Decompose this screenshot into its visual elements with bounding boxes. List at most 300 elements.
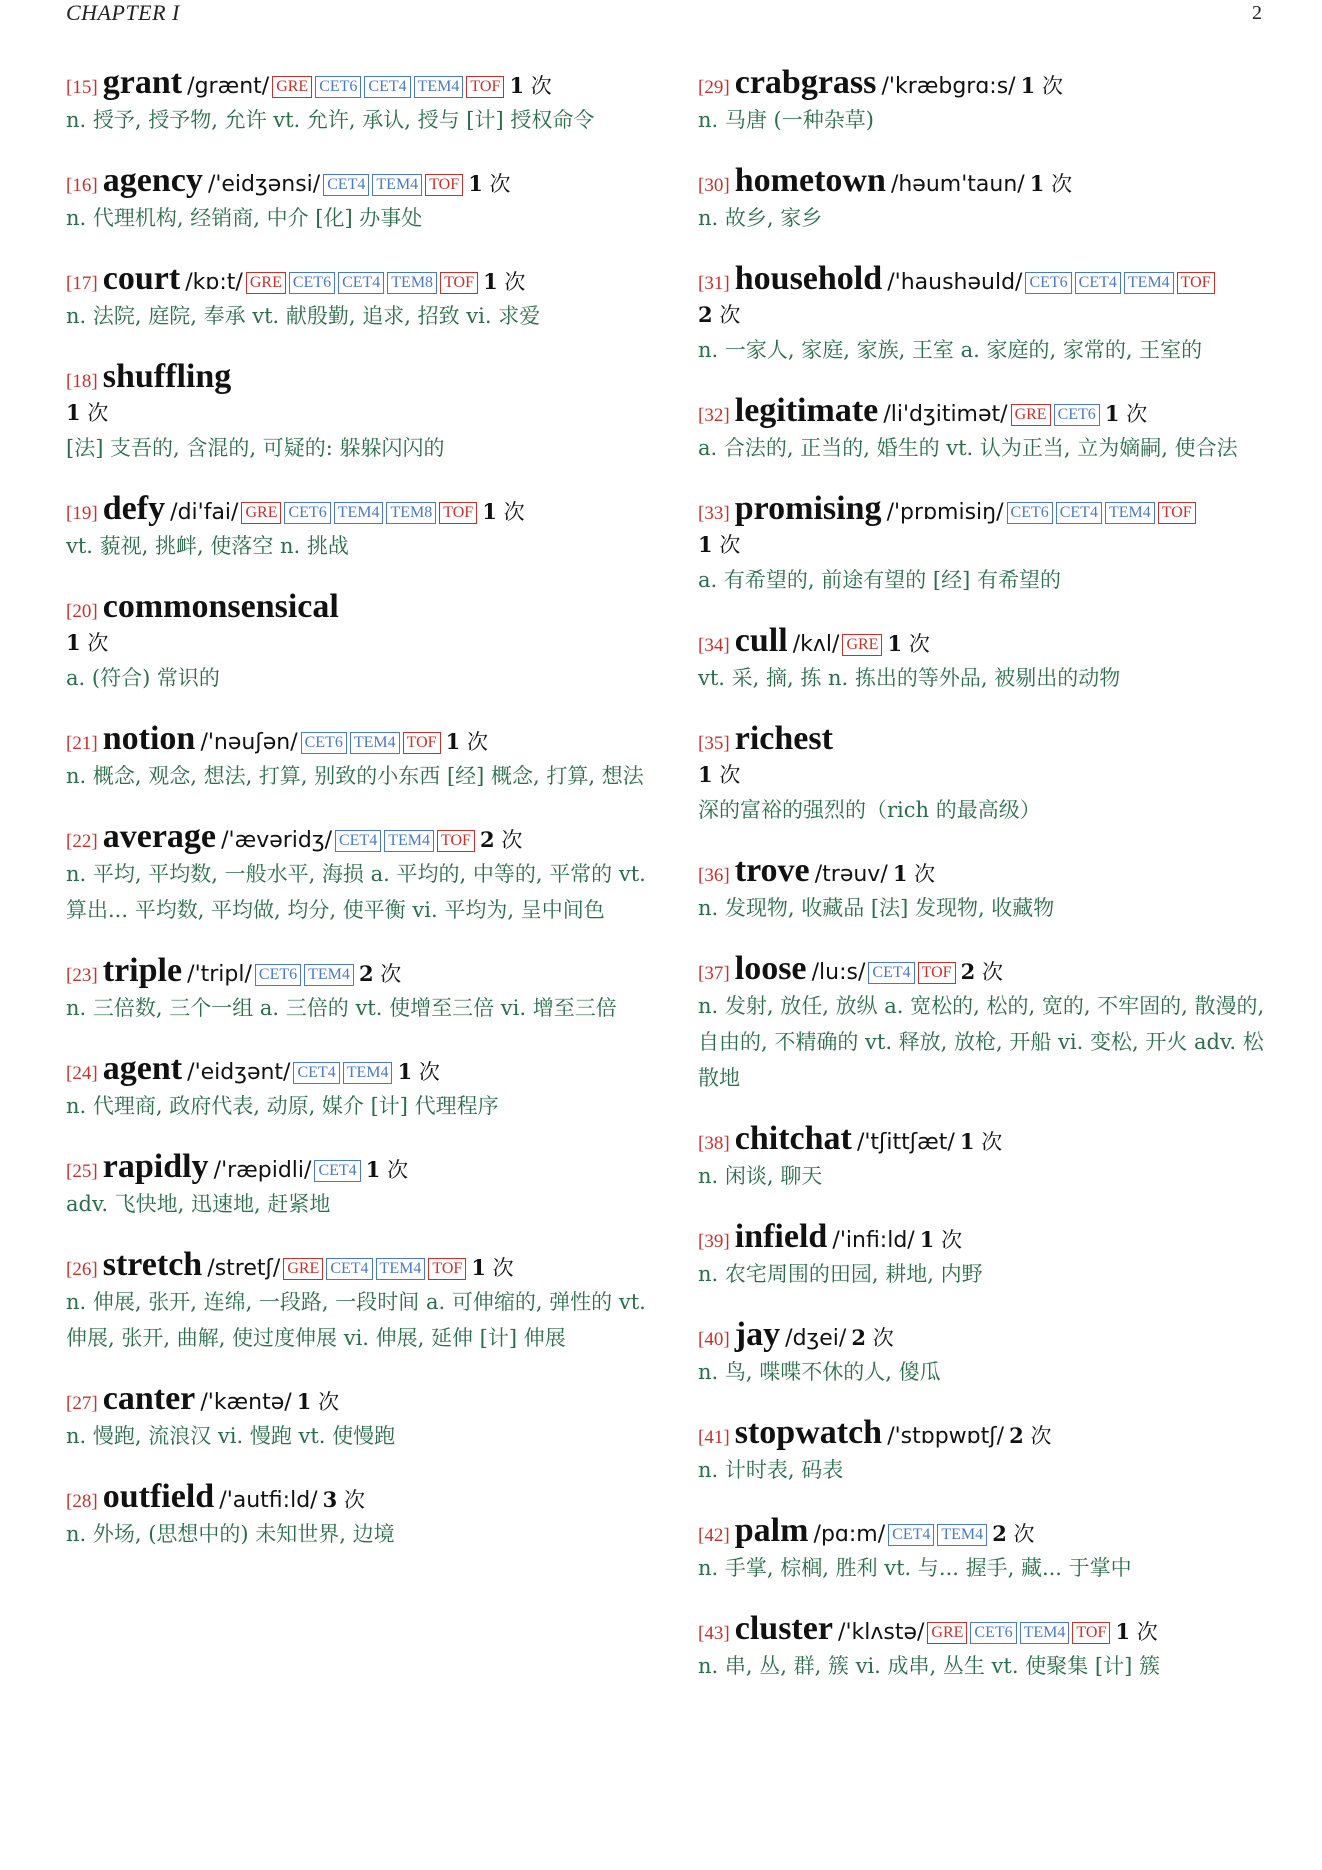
exam-tag: GRE bbox=[246, 272, 286, 294]
exam-tag: CET6 bbox=[1054, 404, 1100, 426]
count-number: 3 bbox=[322, 1487, 338, 1512]
count-number: 1 bbox=[919, 1227, 935, 1252]
occurrence-count bbox=[482, 500, 524, 524]
exam-tag: TOF bbox=[437, 830, 475, 852]
entry-header bbox=[66, 162, 651, 200]
entry-word: canter bbox=[102, 1380, 196, 1417]
occurrence-count bbox=[920, 1228, 962, 1252]
vocab-entry bbox=[66, 64, 651, 138]
occurrence-count bbox=[698, 303, 740, 327]
vocab-entry bbox=[698, 64, 1268, 138]
entry-pronunciation: /pɑ:m/ bbox=[813, 1522, 886, 1547]
entry-word: triple bbox=[102, 952, 183, 989]
entry-header bbox=[698, 490, 1268, 528]
entry-index: [37] bbox=[698, 963, 730, 984]
exam-tag: CET4 bbox=[338, 272, 384, 294]
exam-tag: GRE bbox=[1011, 404, 1051, 426]
count-number: 1 bbox=[892, 861, 908, 886]
entry-definition: n. 伸展, 张开, 连绵, 一段路, 一段时间 a. 可伸缩的, 弹性的 vt. 伸展, 张开, 曲解, 使过度伸展 vi. 伸展, 延伸 [计] 伸展 bbox=[66, 1290, 646, 1350]
exam-tag: GRE bbox=[842, 634, 882, 656]
entry-word: cluster bbox=[734, 1610, 833, 1647]
count-unit: 次 bbox=[87, 401, 109, 425]
count-unit: 次 bbox=[1013, 1522, 1035, 1546]
count-number: 1 bbox=[482, 499, 497, 524]
entry-pronunciation: /'eidʒənsi/ bbox=[207, 172, 321, 197]
vocab-entry bbox=[698, 1316, 1268, 1390]
entry-index: [19] bbox=[66, 503, 98, 524]
page-number: 2 bbox=[1252, 2, 1262, 24]
count-unit: 次 bbox=[872, 1326, 894, 1350]
count-number: 1 bbox=[471, 1255, 486, 1280]
entry-index: [18] bbox=[66, 371, 98, 392]
entry-pronunciation: /'stɒpwɒtʃ/ bbox=[887, 1424, 1005, 1449]
entry-word: richest bbox=[734, 720, 833, 757]
entry-index: [28] bbox=[66, 1491, 98, 1512]
exam-tag: CET6 bbox=[289, 272, 335, 294]
count-number: 1 bbox=[1104, 401, 1120, 426]
entry-word: court bbox=[102, 260, 181, 297]
exam-tag: TOF bbox=[466, 76, 504, 98]
occurrence-count bbox=[698, 763, 740, 787]
occurrence-count bbox=[446, 730, 488, 754]
count-unit: 次 bbox=[1030, 1424, 1052, 1448]
entry-definition: 深的富裕的强烈的（rich 的最高级） bbox=[698, 798, 1041, 822]
entry-header bbox=[698, 1120, 1268, 1158]
exam-tag: CET4 bbox=[868, 962, 914, 984]
entry-definition: n. 代理机构, 经销商, 中介 [化] 办事处 bbox=[66, 206, 423, 230]
vocab-entry bbox=[698, 490, 1268, 598]
count-unit: 次 bbox=[1126, 402, 1148, 426]
entry-word: agent bbox=[102, 1050, 183, 1087]
entry-pronunciation: /li'dʒitimət/ bbox=[883, 402, 1008, 427]
entry-pronunciation: /'kæntə/ bbox=[200, 1390, 292, 1415]
count-number: 1 bbox=[509, 73, 525, 98]
count-unit: 次 bbox=[503, 500, 525, 524]
page-header bbox=[66, 0, 1262, 26]
entry-pronunciation: /'klʌstə/ bbox=[838, 1620, 925, 1645]
entry-header bbox=[66, 720, 651, 758]
count-line bbox=[66, 396, 651, 430]
entry-definition: adv. 飞快地, 迅速地, 赶紧地 bbox=[66, 1192, 331, 1216]
entry-index: [34] bbox=[698, 635, 730, 656]
entry-index: [17] bbox=[66, 273, 98, 294]
entry-pronunciation: /kʌl/ bbox=[792, 632, 840, 657]
vocab-entry bbox=[698, 1218, 1268, 1292]
count-line bbox=[698, 298, 1268, 332]
entry-word: defy bbox=[102, 490, 166, 527]
entry-definition: n. 发射, 放任, 放纵 a. 宽松的, 松的, 宽的, 不牢固的, 散漫的, 自由的, 不精确的 vt. 释放, 放枪, 开船 vi. 变松, 开火 adv. 松散地 bbox=[698, 994, 1265, 1090]
count-unit: 次 bbox=[87, 631, 109, 655]
entry-definition: n. 鸟, 喋喋不休的人, 傻瓜 bbox=[698, 1360, 941, 1384]
left-column bbox=[66, 64, 651, 1576]
occurrence-count bbox=[1030, 172, 1072, 196]
exam-tag: CET4 bbox=[314, 1160, 360, 1182]
entry-header bbox=[66, 358, 651, 396]
vocab-entry bbox=[698, 852, 1268, 926]
entry-header bbox=[698, 1610, 1268, 1648]
count-unit: 次 bbox=[719, 533, 741, 557]
entry-header bbox=[66, 64, 651, 102]
entry-definition: n. 马唐 (一种杂草) bbox=[698, 108, 874, 132]
exam-tag: CET4 bbox=[1056, 502, 1102, 524]
occurrence-count bbox=[323, 1488, 365, 1512]
count-unit: 次 bbox=[908, 632, 930, 656]
count-number: 2 bbox=[992, 1521, 1007, 1546]
exam-tag: TEM8 bbox=[387, 272, 437, 294]
exam-tag: TOF bbox=[440, 272, 478, 294]
entry-definition: n. 发现物, 收藏品 [法] 发现物, 收藏物 bbox=[698, 896, 1055, 920]
vocab-entry bbox=[66, 260, 651, 334]
count-unit: 次 bbox=[466, 730, 488, 754]
entry-pronunciation: /kɒ:t/ bbox=[185, 270, 243, 295]
entry-definition: n. 闲谈, 聊天 bbox=[698, 1164, 823, 1188]
count-number: 1 bbox=[959, 1129, 975, 1154]
entry-definition: n. 外场, (思想中的) 未知世界, 边境 bbox=[66, 1522, 395, 1546]
count-line bbox=[66, 626, 651, 660]
entry-header bbox=[698, 64, 1268, 102]
entry-definition: vt. 藐视, 挑衅, 使落空 n. 挑战 bbox=[66, 534, 349, 558]
count-number: 2 bbox=[1009, 1423, 1024, 1448]
exam-tag: TEM4 bbox=[376, 1258, 426, 1280]
count-number: 1 bbox=[66, 630, 81, 655]
exam-tag: TEM8 bbox=[386, 502, 436, 524]
entry-header bbox=[698, 852, 1268, 890]
count-number: 2 bbox=[851, 1325, 867, 1350]
exam-tag: TOF bbox=[425, 174, 463, 196]
exam-tag: CET4 bbox=[1075, 272, 1121, 294]
occurrence-count bbox=[1115, 1620, 1157, 1644]
occurrence-count bbox=[961, 960, 1003, 984]
entry-pronunciation: /'prɒmisiŋ/ bbox=[886, 500, 1004, 525]
entry-header bbox=[66, 588, 651, 626]
count-number: 1 bbox=[1020, 73, 1036, 98]
entry-word: outfield bbox=[102, 1478, 215, 1515]
entry-index: [25] bbox=[66, 1161, 98, 1182]
entry-index: [33] bbox=[698, 503, 730, 524]
count-number: 1 bbox=[698, 532, 713, 557]
entry-pronunciation: /'tripl/ bbox=[187, 962, 252, 987]
entry-index: [30] bbox=[698, 175, 730, 196]
occurrence-count bbox=[66, 401, 108, 425]
entry-header bbox=[66, 818, 651, 856]
vocab-entry bbox=[66, 162, 651, 236]
exam-tag: TEM4 bbox=[937, 1524, 987, 1546]
entry-definition: a. 合法的, 正当的, 婚生的 vt. 认为正当, 立为嫡嗣, 使合法 bbox=[698, 436, 1238, 460]
entry-pronunciation: /'nəuʃən/ bbox=[200, 730, 298, 755]
entry-definition: n. 一家人, 家庭, 家族, 王室 a. 家庭的, 家常的, 王室的 bbox=[698, 338, 1203, 362]
entry-word: legitimate bbox=[734, 392, 879, 429]
entry-header bbox=[698, 1512, 1268, 1550]
entry-word: rapidly bbox=[102, 1148, 209, 1185]
count-number: 1 bbox=[296, 1389, 312, 1414]
entry-word: stretch bbox=[102, 1246, 203, 1283]
entry-header bbox=[698, 260, 1268, 298]
exam-tag: CET6 bbox=[315, 76, 361, 98]
entry-index: [21] bbox=[66, 733, 98, 754]
count-unit: 次 bbox=[981, 1130, 1003, 1154]
occurrence-count bbox=[398, 1060, 440, 1084]
entry-word: agency bbox=[102, 162, 203, 199]
right-column bbox=[698, 64, 1268, 1708]
entry-pronunciation: /trəuv/ bbox=[814, 862, 888, 887]
entry-word: palm bbox=[734, 1512, 809, 1549]
entry-definition: a. 有希望的, 前途有望的 [经] 有希望的 bbox=[698, 568, 1061, 592]
count-unit: 次 bbox=[501, 828, 523, 852]
exam-tag: CET4 bbox=[335, 830, 381, 852]
exam-tag: TOF bbox=[918, 962, 956, 984]
entry-header bbox=[66, 1478, 651, 1516]
occurrence-count bbox=[468, 172, 510, 196]
chapter-title: CHAPTER I bbox=[66, 0, 180, 25]
entry-word: infield bbox=[734, 1218, 828, 1255]
exam-tag: TOF bbox=[403, 732, 441, 754]
vocab-entry bbox=[66, 818, 651, 928]
count-unit: 次 bbox=[489, 172, 511, 196]
occurrence-count bbox=[297, 1390, 339, 1414]
entry-index: [40] bbox=[698, 1329, 730, 1350]
vocab-entry bbox=[66, 588, 651, 696]
entry-header bbox=[698, 720, 1268, 758]
count-number: 1 bbox=[66, 400, 81, 425]
entry-pronunciation: /'autfi:ld/ bbox=[219, 1488, 318, 1513]
vocab-entry bbox=[698, 720, 1268, 828]
entry-header bbox=[698, 1316, 1268, 1354]
entry-pronunciation: /dʒei/ bbox=[785, 1326, 847, 1351]
count-number: 1 bbox=[468, 171, 483, 196]
exam-tag: TEM4 bbox=[350, 732, 400, 754]
count-unit: 次 bbox=[914, 862, 936, 886]
entry-header bbox=[698, 950, 1268, 988]
vocab-entry bbox=[66, 952, 651, 1026]
exam-tag: TEM4 bbox=[384, 830, 434, 852]
entry-word: chitchat bbox=[734, 1120, 852, 1157]
entry-index: [22] bbox=[66, 831, 98, 852]
occurrence-count bbox=[1105, 402, 1147, 426]
occurrence-count bbox=[698, 533, 740, 557]
entry-pronunciation: /lu:s/ bbox=[811, 960, 866, 985]
entry-word: average bbox=[102, 818, 217, 855]
entry-header bbox=[698, 1414, 1268, 1452]
entry-index: [31] bbox=[698, 273, 730, 294]
entry-index: [32] bbox=[698, 405, 730, 426]
entry-definition: n. 农宅周围的田园, 耕地, 内野 bbox=[698, 1262, 983, 1286]
count-unit: 次 bbox=[981, 960, 1003, 984]
entry-definition: n. 慢跑, 流浪汉 vi. 慢跑 vt. 使慢跑 bbox=[66, 1424, 396, 1448]
exam-tag: TEM4 bbox=[1124, 272, 1174, 294]
entry-index: [26] bbox=[66, 1259, 98, 1280]
occurrence-count bbox=[66, 631, 108, 655]
entry-header bbox=[66, 260, 651, 298]
entry-header bbox=[698, 1218, 1268, 1256]
vocab-entry bbox=[66, 1050, 651, 1124]
occurrence-count bbox=[471, 1256, 513, 1280]
entry-word: commonsensical bbox=[102, 588, 339, 625]
vocab-entry bbox=[66, 1148, 651, 1222]
count-unit: 次 bbox=[1051, 172, 1073, 196]
entry-word: loose bbox=[734, 950, 807, 987]
entry-definition: n. 平均, 平均数, 一般水平, 海损 a. 平均的, 中等的, 平常的 vt. 算出... 平均数, 平均做, 均分, 使平衡 vi. 平均为, 呈中间色 bbox=[66, 862, 646, 922]
vocab-entry bbox=[698, 950, 1268, 1096]
occurrence-count bbox=[960, 1130, 1002, 1154]
entry-header bbox=[66, 1380, 651, 1418]
occurrence-count bbox=[480, 828, 522, 852]
entry-header bbox=[66, 952, 651, 990]
vocab-entry bbox=[698, 622, 1268, 696]
count-unit: 次 bbox=[492, 1256, 514, 1280]
entry-header bbox=[698, 162, 1268, 200]
entry-header bbox=[66, 1050, 651, 1088]
entry-definition: n. 故乡, 家乡 bbox=[698, 206, 823, 230]
exam-tag: TEM4 bbox=[1105, 502, 1155, 524]
entry-definition: n. 三倍数, 三个一组 a. 三倍的 vt. 使增至三倍 vi. 增至三倍 bbox=[66, 996, 617, 1020]
entry-definition: n. 代理商, 政府代表, 动原, 媒介 [计] 代理程序 bbox=[66, 1094, 499, 1118]
exam-tag: CET4 bbox=[326, 1258, 372, 1280]
exam-tag: TEM4 bbox=[343, 1062, 393, 1084]
exam-tag: CET4 bbox=[888, 1524, 934, 1546]
entry-index: [24] bbox=[66, 1063, 98, 1084]
count-unit: 次 bbox=[941, 1228, 963, 1252]
exam-tag: GRE bbox=[241, 502, 281, 524]
vocab-entry bbox=[66, 1380, 651, 1454]
exam-tag: CET4 bbox=[293, 1062, 339, 1084]
count-unit: 次 bbox=[719, 303, 741, 327]
vocab-entry bbox=[698, 260, 1268, 368]
exam-tag: CET6 bbox=[255, 964, 301, 986]
entry-index: [29] bbox=[698, 77, 730, 98]
entry-pronunciation: /'infi:ld/ bbox=[832, 1228, 915, 1253]
exam-tag: TOF bbox=[1158, 502, 1196, 524]
entry-pronunciation: /'kræbgrɑ:s/ bbox=[881, 74, 1016, 99]
exam-tag: TOF bbox=[1177, 272, 1215, 294]
entry-pronunciation: /di'fai/ bbox=[170, 500, 239, 525]
entry-index: [16] bbox=[66, 175, 98, 196]
entry-pronunciation: /grænt/ bbox=[187, 74, 270, 99]
count-unit: 次 bbox=[380, 962, 402, 986]
count-unit: 次 bbox=[387, 1158, 409, 1182]
vocab-entry bbox=[698, 162, 1268, 236]
exam-tag: CET6 bbox=[1025, 272, 1071, 294]
entry-header bbox=[698, 622, 1268, 660]
occurrence-count bbox=[888, 632, 930, 656]
count-unit: 次 bbox=[318, 1390, 340, 1414]
exam-tag: TOF bbox=[428, 1258, 466, 1280]
entry-word: grant bbox=[102, 64, 183, 101]
vocab-entry bbox=[698, 1120, 1268, 1194]
vocab-entry bbox=[66, 1246, 651, 1356]
entry-definition: n. 计时表, 码表 bbox=[698, 1458, 844, 1482]
count-number: 1 bbox=[445, 729, 461, 754]
entry-word: hometown bbox=[734, 162, 886, 199]
entry-pronunciation: /'ævəridʒ/ bbox=[221, 828, 332, 853]
vocab-entry bbox=[66, 490, 651, 564]
count-number: 1 bbox=[887, 631, 903, 656]
entry-header bbox=[66, 1246, 651, 1284]
occurrence-count bbox=[1009, 1424, 1051, 1448]
occurrence-count bbox=[366, 1158, 408, 1182]
entry-word: household bbox=[734, 260, 883, 297]
entry-word: jay bbox=[734, 1316, 781, 1353]
entry-index: [27] bbox=[66, 1393, 98, 1414]
exam-tag: CET6 bbox=[1007, 502, 1053, 524]
entry-index: [20] bbox=[66, 601, 98, 622]
count-number: 2 bbox=[960, 959, 976, 984]
vocab-entry bbox=[66, 358, 651, 466]
entry-word: shuffling bbox=[102, 358, 232, 395]
count-number: 1 bbox=[1115, 1619, 1131, 1644]
entry-word: trove bbox=[734, 852, 810, 889]
count-unit: 次 bbox=[530, 74, 552, 98]
entry-header bbox=[66, 1148, 651, 1186]
entry-definition: [法] 支吾的, 含混的, 可疑的: 躲躲闪闪的 bbox=[66, 436, 445, 460]
vocab-entry bbox=[698, 1414, 1268, 1488]
count-number: 1 bbox=[365, 1157, 381, 1182]
entry-pronunciation: /'tʃittʃæt/ bbox=[856, 1130, 955, 1155]
exam-tag: GRE bbox=[927, 1622, 967, 1644]
entry-index: [36] bbox=[698, 865, 730, 886]
exam-tag: TEM4 bbox=[334, 502, 384, 524]
count-line bbox=[698, 758, 1268, 792]
entry-index: [42] bbox=[698, 1525, 730, 1546]
entry-definition: n. 法院, 庭院, 奉承 vt. 献殷勤, 追求, 招致 vi. 求爱 bbox=[66, 304, 541, 328]
entry-index: [15] bbox=[66, 77, 98, 98]
entry-definition: n. 概念, 观念, 想法, 打算, 别致的小东西 [经] 概念, 打算, 想法 bbox=[66, 764, 644, 788]
entry-definition: n. 串, 丛, 群, 簇 vi. 成串, 丛生 vt. 使聚集 [计] 簇 bbox=[698, 1654, 1160, 1678]
entry-pronunciation: /'haushəuld/ bbox=[887, 270, 1023, 295]
vocab-entry bbox=[66, 1478, 651, 1552]
count-number: 2 bbox=[480, 827, 495, 852]
vocab-entry bbox=[66, 720, 651, 794]
exam-tag: TEM4 bbox=[304, 964, 354, 986]
occurrence-count bbox=[851, 1326, 893, 1350]
entry-header bbox=[66, 490, 651, 528]
entry-definition: n. 授予, 授予物, 允许 vt. 允许, 承认, 授与 [计] 授权命令 bbox=[66, 108, 595, 132]
vocab-entry bbox=[698, 1610, 1268, 1684]
entry-definition: a. (符合) 常识的 bbox=[66, 666, 220, 690]
entry-index: [43] bbox=[698, 1623, 730, 1644]
entry-definition: vt. 采, 摘, 拣 n. 拣出的等外品, 被剔出的动物 bbox=[698, 666, 1121, 690]
entry-pronunciation: /həum'taun/ bbox=[890, 172, 1025, 197]
count-number: 1 bbox=[1029, 171, 1045, 196]
vocab-entry bbox=[698, 1512, 1268, 1586]
entry-index: [23] bbox=[66, 965, 98, 986]
entry-index: [41] bbox=[698, 1427, 730, 1448]
entry-word: stopwatch bbox=[734, 1414, 883, 1451]
exam-tag: TEM4 bbox=[414, 76, 464, 98]
exam-tag: CET6 bbox=[284, 502, 330, 524]
exam-tag: TEM4 bbox=[372, 174, 422, 196]
vocab-entry bbox=[698, 392, 1268, 466]
entry-word: notion bbox=[102, 720, 196, 757]
exam-tag: TEM4 bbox=[1020, 1622, 1070, 1644]
entry-pronunciation: /stretʃ/ bbox=[207, 1256, 281, 1281]
count-unit: 次 bbox=[1041, 74, 1063, 98]
entry-word: crabgrass bbox=[734, 64, 877, 101]
entry-pronunciation: /'ræpidli/ bbox=[213, 1158, 312, 1183]
occurrence-count bbox=[893, 862, 935, 886]
exam-tag: GRE bbox=[283, 1258, 323, 1280]
count-unit: 次 bbox=[343, 1488, 365, 1512]
occurrence-count bbox=[359, 962, 401, 986]
entry-index: [39] bbox=[698, 1231, 730, 1252]
occurrence-count bbox=[1021, 74, 1063, 98]
entry-index: [38] bbox=[698, 1133, 730, 1154]
occurrence-count bbox=[992, 1522, 1034, 1546]
count-number: 1 bbox=[483, 269, 498, 294]
count-line bbox=[698, 528, 1268, 562]
exam-tag: TOF bbox=[439, 502, 477, 524]
count-number: 1 bbox=[698, 762, 713, 787]
exam-tag: CET4 bbox=[364, 76, 410, 98]
